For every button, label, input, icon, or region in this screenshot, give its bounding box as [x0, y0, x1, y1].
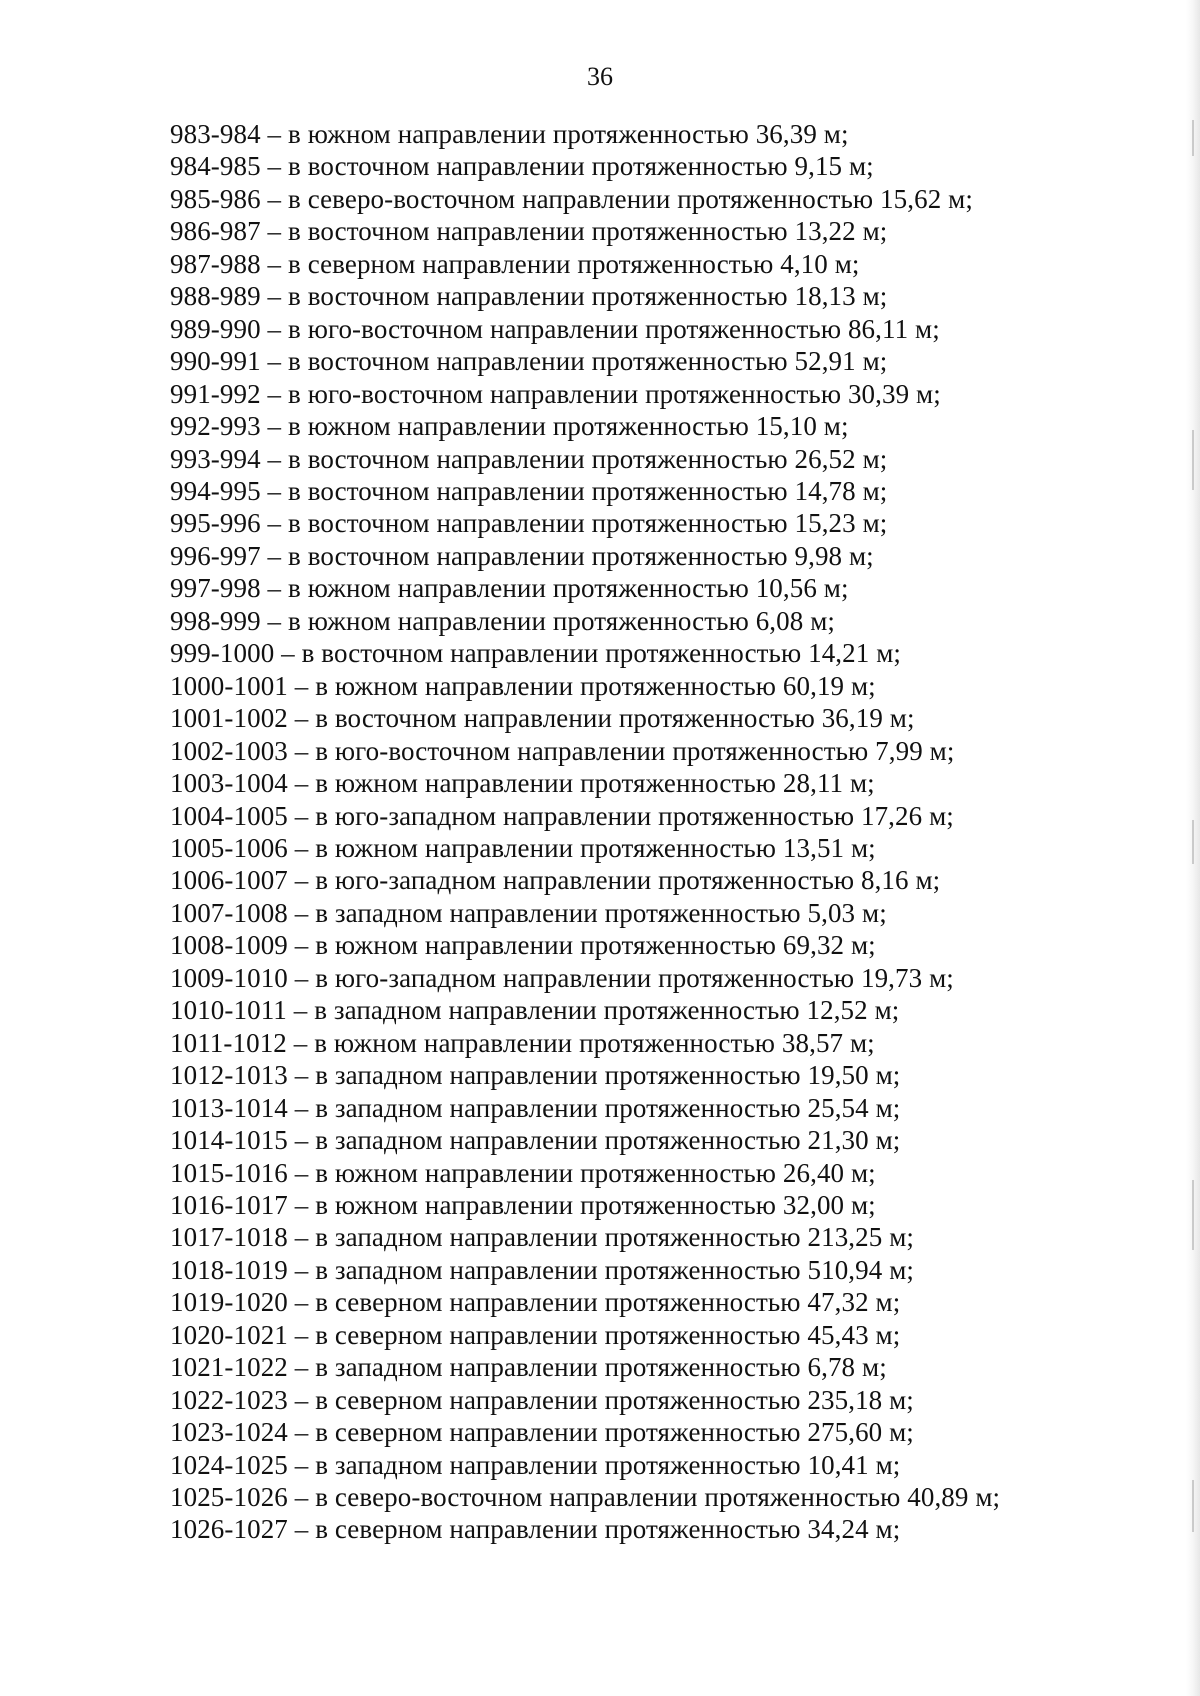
boundary-segment-line: 998-999 – в южном направлении протяженностью 6,08 м; — [170, 605, 835, 636]
page-number: 36 — [587, 62, 613, 91]
boundary-segment-line: 1000-1001 – в южном направлении протяженностью 60,19 м; — [170, 670, 876, 701]
boundary-segment-line: 1013-1014 – в западном направлении протяженностью 25,54 м; — [170, 1092, 901, 1123]
boundary-segment-line: 989-990 – в юго-восточном направлении протяженностью 86,11 м; — [170, 313, 940, 344]
boundary-segment-line: 1009-1010 – в юго-западном направлении протяженностью 19,73 м; — [170, 962, 954, 993]
boundary-segment-line: 994-995 – в восточном направлении протяженностью 14,78 м; — [170, 475, 888, 506]
boundary-segment-line: 1010-1011 – в западном направлении протяженностью 12,52 м; — [170, 995, 900, 1026]
boundary-segment-line: 992-993 – в южном направлении протяженностью 15,10 м; — [170, 411, 849, 442]
boundary-segment-line: 1004-1005 – в юго-западном направлении протяженностью 17,26 м; — [170, 800, 954, 831]
scan-speck — [1192, 430, 1194, 490]
boundary-segment-line: 1018-1019 – в западном направлении протяженностью 510,94 м; — [170, 1254, 914, 1285]
scan-speck — [1192, 820, 1194, 864]
boundary-segment-line: 993-994 – в восточном направлении протяженностью 26,52 м; — [170, 443, 888, 474]
boundary-segment-line: 1022-1023 – в северном направлении протяженностью 235,18 м; — [170, 1384, 914, 1415]
boundary-segment-line: 1006-1007 – в юго-западном направлении протяженностью 8,16 м; — [170, 865, 941, 896]
boundary-description-list — [170, 118, 1100, 1546]
boundary-segment-line: 986-987 – в восточном направлении протяженностью 13,22 м; — [170, 216, 888, 247]
boundary-segment-line: 1017-1018 – в западном направлении протяженностью 213,25 м; — [170, 1222, 914, 1253]
boundary-segment-line: 987-988 – в северном направлении протяженностью 4,10 м; — [170, 248, 860, 279]
scan-speck — [1192, 1180, 1194, 1250]
boundary-segment-line: 1015-1016 – в южном направлении протяженностью 26,40 м; — [170, 1157, 876, 1188]
boundary-segment-line: 995-996 – в восточном направлении протяженностью 15,23 м; — [170, 508, 888, 539]
boundary-segment-line: 1005-1006 – в южном направлении протяженностью 13,51 м; — [170, 832, 876, 863]
boundary-segment-line: 991-992 – в юго-восточном направлении протяженностью 30,39 м; — [170, 378, 941, 409]
boundary-segment-line: 999-1000 – в восточном направлении протяженностью 14,21 м; — [170, 638, 901, 669]
boundary-segment-line: 1014-1015 – в западном направлении протяженностью 21,30 м; — [170, 1125, 901, 1156]
boundary-segment-line: 1021-1022 – в западном направлении протяженностью 6,78 м; — [170, 1352, 887, 1383]
boundary-segment-line: 1012-1013 – в западном направлении протяженностью 19,50 м; — [170, 1060, 901, 1091]
boundary-segment-line: 990-991 – в восточном направлении протяженностью 52,91 м; — [170, 346, 888, 377]
boundary-segment-line: 1001-1002 – в восточном направлении протяженностью 36,19 м; — [170, 703, 915, 734]
boundary-segment-line: 1016-1017 – в южном направлении протяженностью 32,00 м; — [170, 1189, 876, 1220]
boundary-segment-line: 1007-1008 – в западном направлении протяженностью 5,03 м; — [170, 897, 887, 928]
boundary-segment-line: 1002-1003 – в юго-восточном направлении протяженностью 7,99 м; — [170, 735, 955, 766]
boundary-segment-line: 1011-1012 – в южном направлении протяженностью 38,57 м; — [170, 1027, 875, 1058]
scan-speck — [1192, 1480, 1194, 1532]
boundary-segment-line: 984-985 – в восточном направлении протяженностью 9,15 м; — [170, 151, 874, 182]
boundary-segment-line: 1020-1021 – в северном направлении протяженностью 45,43 м; — [170, 1319, 901, 1350]
boundary-segment-line: 1026-1027 – в северном направлении протяженностью 34,24 м; — [170, 1514, 901, 1545]
boundary-segment-line: 1003-1004 – в южном направлении протяженностью 28,11 м; — [170, 768, 875, 799]
boundary-segment-line: 1019-1020 – в северном направлении протяженностью 47,32 м; — [170, 1287, 901, 1318]
boundary-segment-line: 1025-1026 – в северо-восточном направлении протяженностью 40,89 м; — [170, 1482, 1001, 1513]
boundary-segment-line: 983-984 – в южном направлении протяженностью 36,39 м; — [170, 119, 849, 149]
boundary-segment-line: 988-989 – в восточном направлении протяженностью 18,13 м; — [170, 281, 888, 312]
boundary-segment-line: 1023-1024 – в северном направлении протяженностью 275,60 м; — [170, 1417, 914, 1448]
scan-speck — [1192, 120, 1194, 156]
boundary-segment-line: 996-997 – в восточном направлении протяженностью 9,98 м; — [170, 540, 874, 571]
boundary-segment-line: 985-986 – в северо-восточном направлении протяженностью 15,62 м; — [170, 183, 973, 214]
boundary-segment-line: 1024-1025 – в западном направлении протяженностью 10,41 м; — [170, 1449, 901, 1480]
boundary-segment-line: 997-998 – в южном направлении протяженностью 10,56 м; — [170, 573, 849, 604]
boundary-segment-line: 1008-1009 – в южном направлении протяженностью 69,32 м; — [170, 930, 876, 961]
